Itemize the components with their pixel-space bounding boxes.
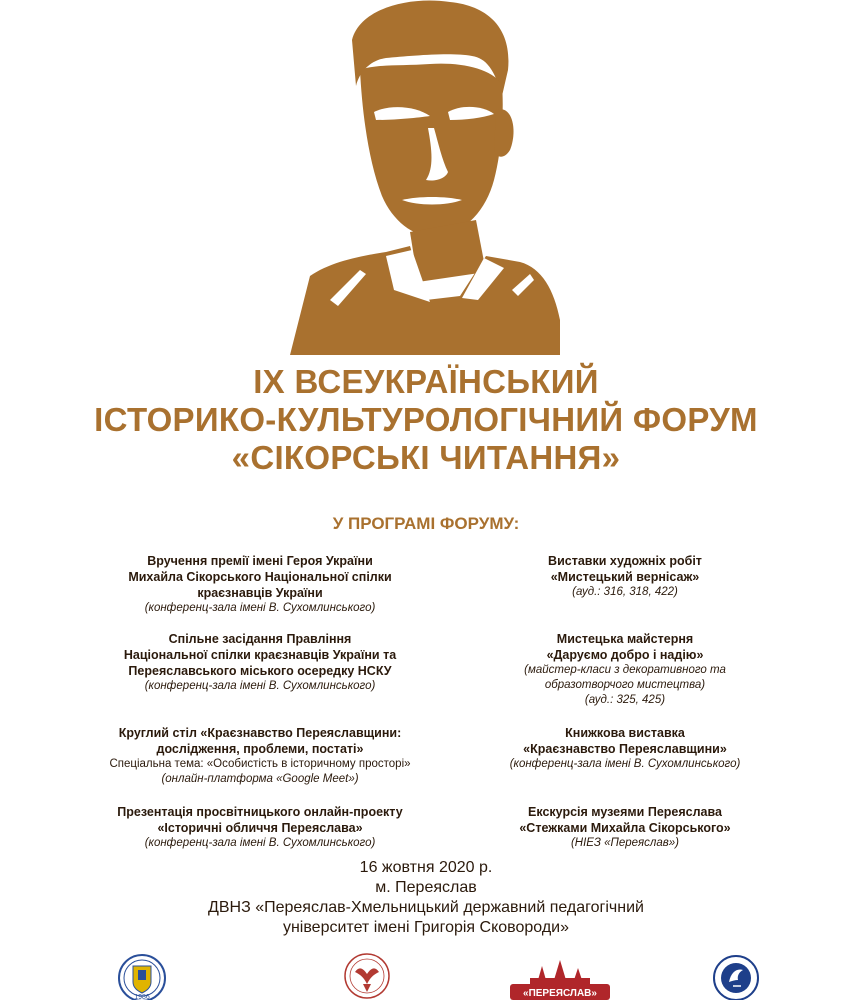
program-item: [470, 725, 780, 772]
event-date: 16 жовтня 2020 р.: [359, 859, 493, 876]
title-line-2: ІСТОРИКО-КУЛЬТУРОЛОГІЧНИЙ ФОРУМ: [94, 401, 758, 438]
item-line: «Мистецький вернісаж»: [550, 570, 700, 584]
university-logo: [711, 952, 761, 1000]
portrait-illustration: [290, 0, 560, 355]
logo-label: «ПЕРЕЯСЛАВ»: [523, 988, 597, 999]
item-line: Презентація просвітницького онлайн-проекту: [117, 805, 403, 819]
item-venue: (ауд.: 325, 425): [584, 694, 666, 706]
program-heading: У ПРОГРАМІ ФОРУМУ:: [332, 514, 520, 533]
event-institution-line-2: університет імені Григорія Сковороди»: [282, 919, 570, 936]
item-line: «Даруємо добро і надію»: [546, 648, 704, 662]
title-line-3: «СІКОРСЬКІ ЧИТАННЯ»: [231, 439, 621, 476]
program-item: [70, 804, 450, 851]
item-line: Вручення премії імені Героя України: [147, 554, 373, 568]
item-line: Переяславського міського осередку НСКУ: [128, 664, 392, 678]
crest-logo: [343, 952, 391, 1000]
item-line: Національної спілки краєзнавців України та: [123, 648, 397, 662]
item-venue: (онлайн-платформа «Google Meet»): [161, 773, 359, 785]
program-item: [70, 631, 450, 694]
program-item: [470, 804, 780, 851]
program-item: [470, 631, 780, 708]
item-line: Виставки художніх робіт: [548, 554, 702, 568]
item-note: (майстер-класи з декоративного та: [524, 664, 726, 676]
item-venue: (ауд.: 316, 318, 422): [572, 586, 678, 598]
item-topic: Спеціальна тема: «Особистість в історичному просторі»: [109, 758, 411, 770]
item-venue: (конференц-зала імені В. Сухомлинського): [144, 602, 376, 614]
program-item: [70, 553, 450, 616]
item-line: Мистецька майстерня: [556, 632, 694, 646]
forum-title: [0, 363, 852, 477]
item-line: «Історичні обличчя Переяслава»: [157, 821, 363, 835]
partner-logos: [0, 950, 852, 1000]
event-city: м. Переяслав: [375, 879, 477, 896]
item-note: образотворчого мистецтва): [544, 679, 706, 691]
program-item: [470, 553, 780, 600]
item-line: Спільне засідання Правління: [168, 632, 352, 646]
item-line: Михайла Сікорського Національної спілки: [128, 570, 392, 584]
item-line: Книжкова виставка: [565, 726, 685, 740]
event-institution-line-1: ДВНЗ «Переяслав-Хмельницький державний педагогічний: [208, 899, 644, 916]
regional-emblem-logo: [116, 952, 168, 1000]
item-line: дослідження, проблеми, постаті»: [156, 742, 364, 756]
pereiaslav-reserve-logo: [508, 956, 612, 1000]
event-footer: [0, 858, 852, 938]
item-line: «Стежками Михайла Сікорського»: [519, 821, 731, 835]
item-line: краєзнавців України: [197, 586, 323, 600]
item-venue: (НІЕЗ «Переяслав»): [570, 837, 680, 849]
item-line: «Краєзнавство Переяславщини»: [523, 742, 727, 756]
item-venue: (конференц-зала імені В. Сухомлинського): [144, 837, 376, 849]
title-line-1: IX ВСЕУКРАЇНСЬКИЙ: [253, 363, 599, 400]
item-line: Екскурсія музеями Переяслава: [528, 805, 722, 819]
item-line: Круглий стіл «Краєзнавство Переяславщини:: [118, 726, 402, 740]
program-item: [70, 725, 450, 787]
item-venue: (конференц-зала імені В. Сухомлинського): [144, 680, 376, 692]
item-venue: (конференц-зала імені В. Сухомлинського): [509, 758, 741, 770]
logo-year: 1986: [134, 994, 150, 1000]
